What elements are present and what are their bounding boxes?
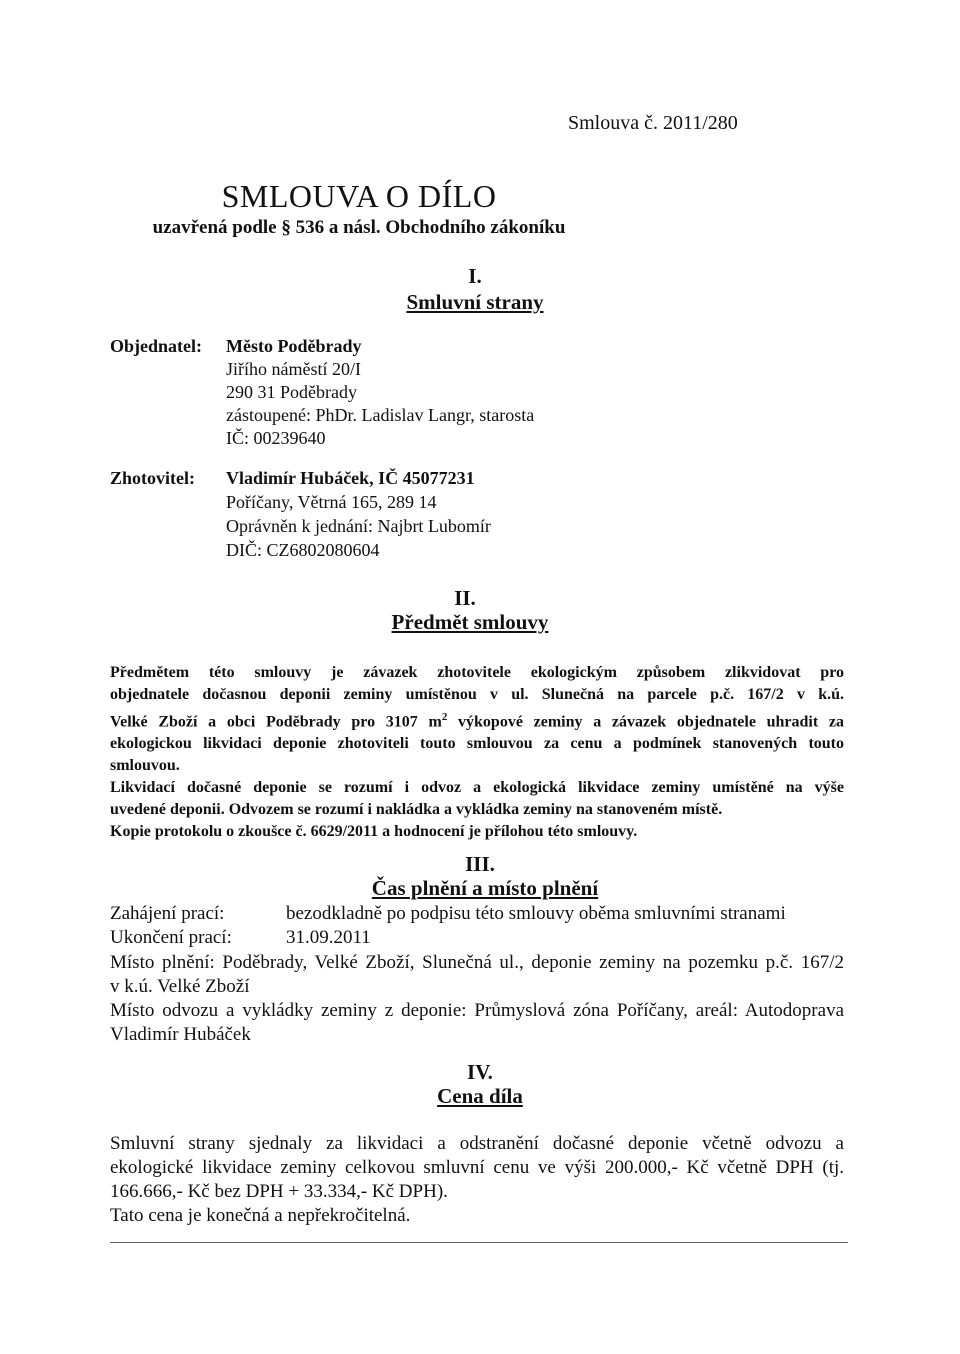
- price-line-3: 166.666,- Kč bez DPH + 33.334,- Kč DPH).: [110, 1181, 448, 1202]
- client-city: 290 31 Poděbrady: [226, 382, 357, 402]
- contractor-label: Zhotovitel:: [110, 468, 195, 488]
- transport-line-2: Vladimír Hubáček: [110, 1024, 251, 1045]
- client-name: Město Poděbrady: [226, 336, 362, 356]
- superscript-2: 2: [441, 711, 448, 723]
- subject-line-3b: výkopové zeminy a závazek objednatele uhradit za: [447, 713, 844, 731]
- client-representative: zástoupené: PhDr. Ladislav Langr, starosta: [226, 405, 535, 425]
- subject-line-7: uvedené deponii. Odvozem se rozumí i nakládka a vykládka zeminy na stanoveném místě.: [110, 801, 723, 819]
- price-line-4: Tato cena je konečná a nepřekročitelná.: [110, 1205, 411, 1226]
- start-label: Zahájení prací:: [110, 903, 225, 924]
- document-subtitle: uzavřená podle § 536 a násl. Obchodního zákoníku: [152, 217, 566, 238]
- place-line-1: Místo plnění: Poděbrady, Velké Zboží, Slunečná ul., deponie zeminy na pozemku p.č. 167/2: [110, 952, 844, 973]
- end-label: Ukončení prací:: [110, 927, 232, 948]
- client-label: Objednatel:: [110, 336, 202, 356]
- price-line-1: Smluvní strany sjednaly za likvidaci a odstranění dočasné deponie včetně odvozu a: [110, 1133, 844, 1154]
- subject-line-2: objednatele dočasnou deponii zeminy umístěnou v ul. Slunečná na parcele p.č. 167/2 v k.ú.: [110, 686, 844, 703]
- client-address: Jiřího náměstí 20/I: [226, 359, 361, 379]
- document-title: SMLOUVA O DÍLO: [221, 178, 497, 214]
- section-1-number: I.: [468, 264, 482, 288]
- section-3-number: III.: [465, 852, 495, 876]
- contractor-name: Vladimír Hubáček, IČ 45077231: [226, 468, 475, 488]
- subject-line-4: ekologickou likvidaci deponie zhotoviteli touto smlouvou za cenu a podmínek stanovených touto: [110, 735, 844, 753]
- section-3-title: Čas plnění a místo plnění: [371, 876, 599, 900]
- subject-paragraph: [110, 662, 844, 843]
- subject-line-8: Kopie protokolu o zkoušce č. 6629/2011 a hodnocení je přílohou této smlouvy.: [110, 823, 638, 841]
- section-2-title: Předmět smlouvy: [391, 610, 549, 634]
- price-line-2: ekologické likvidace zeminy celkovou smluvní cenu ve výši 200.000,- Kč včetně DPH (tj.: [110, 1157, 844, 1178]
- contractor-authorized: Oprávněn k jednání: Najbrt Lubomír: [226, 516, 491, 536]
- end-value: 31.09.2011: [286, 927, 371, 948]
- section-2-number: II.: [454, 586, 476, 610]
- contractor-address: Poříčany, Větrná 165, 289 14: [226, 492, 437, 512]
- subject-line-3a: Velké Zboží a obci Poděbrady pro 3107 m: [110, 713, 442, 731]
- subject-line-5: smlouvou.: [110, 757, 180, 775]
- section-1-title: Smluvní strany: [406, 290, 544, 314]
- subject-line-6: Likvidací dočasné deponie se rozumí i odvoz a ekologická likvidace zeminy umístěné na výše: [110, 779, 844, 797]
- section-4-title: Cena díla: [437, 1084, 523, 1108]
- start-value: bezodkladně po podpisu této smlouvy oběma smluvními stranami: [286, 903, 786, 924]
- schedule-paragraph: [110, 951, 844, 1047]
- section-4-number: IV.: [467, 1060, 493, 1084]
- place-line-2: v k.ú. Velké Zboží: [110, 976, 250, 997]
- contract-number: Smlouva č. 2011/280: [568, 112, 738, 134]
- subject-line-1: Předmětem této smlouvy je závazek zhotovitele ekologickým způsobem zlikvidovat pro: [110, 664, 844, 681]
- price-paragraph: [110, 1132, 844, 1228]
- contractor-vat: DIČ: CZ6802080604: [226, 540, 380, 560]
- subject-line-3: [110, 706, 844, 733]
- transport-line-1: Místo odvozu a vykládky zeminy z deponie: Průmyslová zóna Poříčany, areál: Autodoprava: [110, 1000, 844, 1021]
- client-id: IČ: 00239640: [226, 428, 326, 448]
- footer-divider: [110, 1242, 848, 1243]
